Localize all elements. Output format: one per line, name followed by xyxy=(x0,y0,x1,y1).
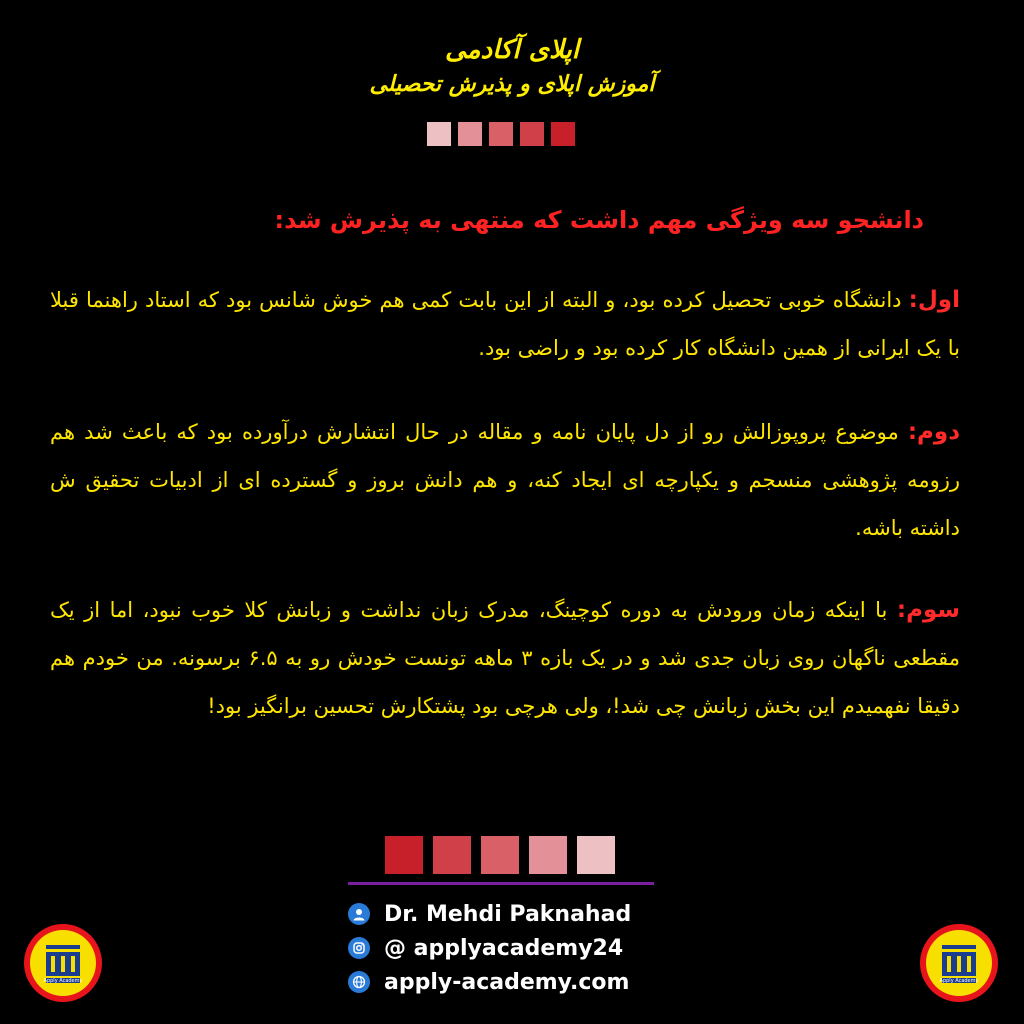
svg-text:Apply Academy: Apply Academy xyxy=(939,978,979,984)
point-first xyxy=(50,276,960,372)
contact-name: Dr. Mehdi Paknahad xyxy=(384,901,632,927)
bottom-color-swatches xyxy=(385,836,615,874)
divider xyxy=(348,882,654,885)
swatch xyxy=(385,836,423,874)
contact-instagram-row[interactable] xyxy=(348,932,623,964)
swatch xyxy=(529,836,567,874)
swatch xyxy=(427,122,451,146)
contact-website-row[interactable] xyxy=(348,966,629,998)
point-third xyxy=(50,586,960,730)
swatch xyxy=(520,122,544,146)
point-text: موضوع پروپوزالش رو از دل پایان نامه و مقاله در حال انتشارش درآورده بود که باعث شد هم رزومه پژوهشی منسجم و یکپارچه ای ایجاد کنه، و هم دانش بروز و گسترده ای از ادبیات تحقیق ش داشته باشه. xyxy=(50,420,960,540)
point-second xyxy=(50,408,960,552)
swatch xyxy=(551,122,575,146)
brand-title: اپلای آکادمی xyxy=(444,35,580,65)
swatch xyxy=(489,122,513,146)
swatch xyxy=(458,122,482,146)
instagram-icon xyxy=(348,937,370,959)
point-label: دوم: xyxy=(907,419,960,445)
swatch xyxy=(577,836,615,874)
brand-subtitle: آموزش اپلای و پذیرش تحصیلی xyxy=(369,72,655,97)
svg-text:Apply Academy: Apply Academy xyxy=(43,978,83,984)
contact-name-row xyxy=(348,898,631,930)
brand-header xyxy=(0,32,1024,100)
point-label: سوم: xyxy=(896,597,960,623)
swatch xyxy=(433,836,471,874)
page-heading: دانشجو سه ویژگی مهم داشت که منتهی به پذیرش شد: xyxy=(274,206,924,234)
globe-icon xyxy=(348,971,370,993)
point-text: با اینکه زمان ورودش به دوره کوچینگ، مدرک زبان نداشت و زبانش کلا خوب نبود، اما از یک مقطعی ناگهان روی زبان جدی شد و در یک بازه ۳ ماهه تونست خودش رو به ۶.۵ برسونه. من خودم هم دقیقا نفهمیدم این بخش زبانش چی شد!، ولی هرچی بود پشتکارش تحسین برانگیز بود! xyxy=(50,598,960,718)
point-label: اول: xyxy=(908,287,960,313)
user-icon xyxy=(348,903,370,925)
point-text: دانشگاه خوبی تحصیل کرده بود، و البته از این بابت کمی هم خوش شانس بود که استاد راهنما قبلا با یک ایرانی از همین دانشگاه کار کرده بود و راضی بود. xyxy=(50,288,960,360)
swatch xyxy=(481,836,519,874)
apply-academy-logo xyxy=(22,922,104,1004)
contact-website[interactable]: apply-academy.com xyxy=(384,969,630,995)
apply-academy-logo xyxy=(918,922,1000,1004)
contact-instagram[interactable]: @ applyacademy24 xyxy=(384,935,624,961)
top-color-swatches xyxy=(427,122,575,146)
